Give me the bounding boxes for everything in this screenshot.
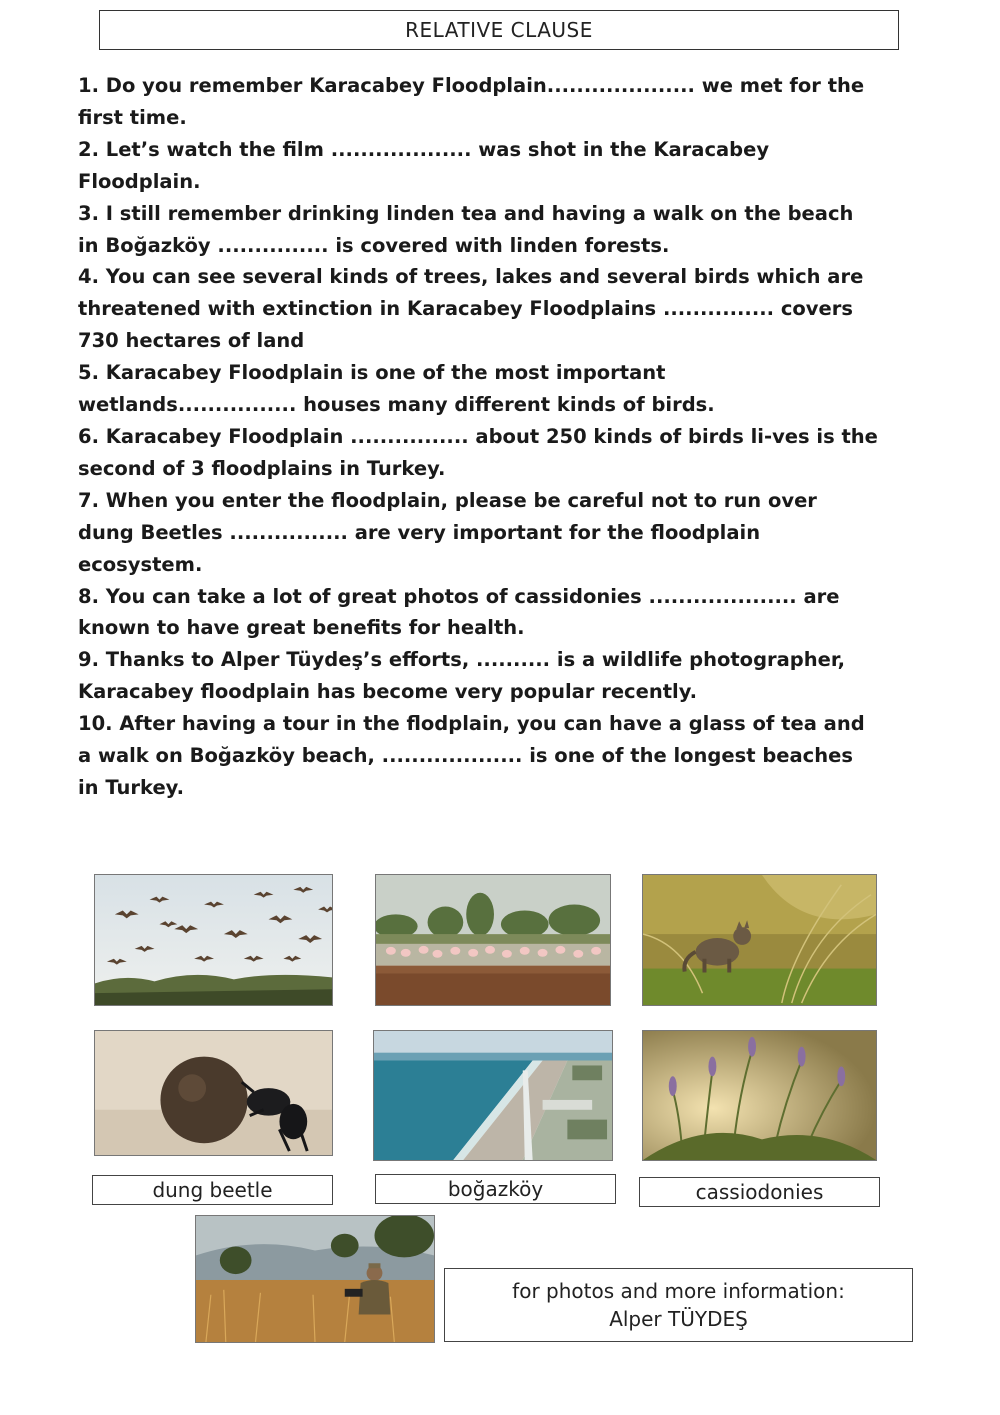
dung-beetle-photo <box>94 1030 333 1156</box>
lavender-flowers-photo <box>642 1030 877 1161</box>
question-9: 9. Thanks to Alper Tüydeş’s efforts, .......... is a wildlife photographer, Karacabey floodplain has become very popular recently. <box>78 648 846 704</box>
beach-aerial-photo <box>373 1030 613 1161</box>
question-2: 2. Let’s watch the film ................... was shot in the Karacabey Floodplain. <box>78 137 770 193</box>
question-6: 6. Karacabey Floodplain ................ about 250 kinds of birds li-ves is the second of 3 floodplains in Turkey. <box>78 424 878 480</box>
photographer-photo <box>195 1215 435 1343</box>
question-4: 4. You can see several kinds of trees, lakes and several birds which are threatened with extinction in Karacabey Floodplains ............... covers 730 hectares of land <box>78 265 864 353</box>
questions-list <box>78 70 878 804</box>
label-dung-beetle: dung beetle <box>92 1175 333 1205</box>
question-8: 8. You can take a lot of great photos of cassidonies .................... are known to have great benefits for health. <box>78 584 840 640</box>
info-line-2: Alper TÜYDEŞ <box>609 1307 748 1331</box>
info-box <box>444 1268 913 1342</box>
flamingos-photo <box>375 874 611 1006</box>
label-bogazkoy: boğazköy <box>375 1174 616 1204</box>
flying-birds-photo <box>94 874 333 1006</box>
question-5: 5. Karacabey Floodplain is one of the most important wetlands................ houses many different kinds of birds. <box>78 361 715 417</box>
wildcat-photo <box>642 874 877 1006</box>
info-line-1: for photos and more information: <box>512 1279 845 1303</box>
worksheet-title: RELATIVE CLAUSE <box>99 10 899 50</box>
question-1: 1. Do you remember Karacabey Floodplain.................... we met for the first time. <box>78 74 865 129</box>
question-3: 3. I still remember drinking linden tea and having a walk on the beach in Boğazköy ............... is covered with linden forests. <box>78 201 854 257</box>
question-7: 7. When you enter the floodplain, please be careful not to run over dung Beetles ................ are very important for the floodplain ecosystem. <box>78 488 817 576</box>
question-10: 10. After having a tour in the flodplain, you can have a glass of tea and a walk on Boğazköy beach, ................... is one of the longest beaches in Turkey. <box>78 712 865 799</box>
label-cassiodonies: cassiodonies <box>639 1177 880 1207</box>
